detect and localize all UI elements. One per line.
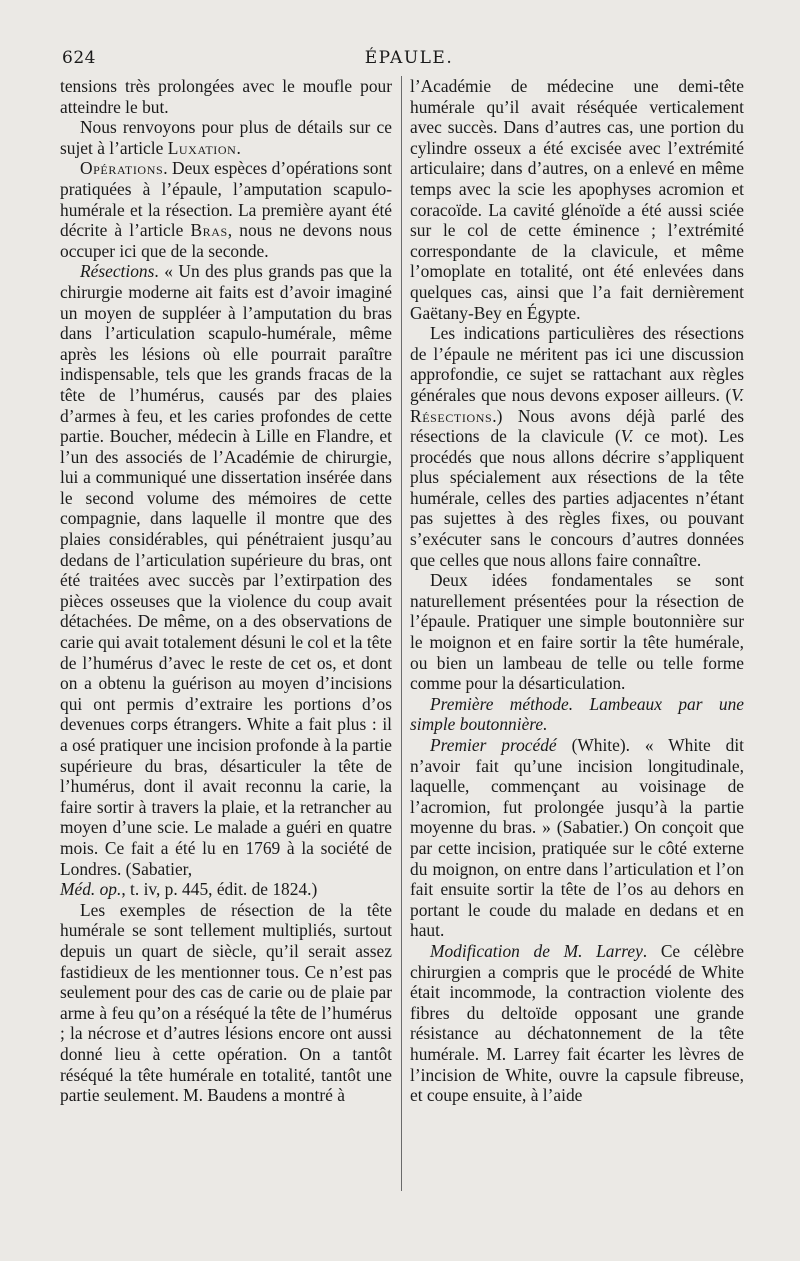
page-title: ÉPAULE. [364, 48, 454, 68]
cross-reference: Bras [190, 220, 228, 241]
paragraph: Les exemples de résection de la tête humérale se sont tellement multipliés, surtout depuis un quart de siècle, qu’il serait assez fastidieux de les mentionner tous. Ce n’est pas seulement pour des cas de carie ou de plaie par arme à feu qu’on a réséqué la tête de l’humérus ; la nécrose et d’autres lésions encore ont aussi donné lieu à cette opération. On a tantôt réséqué la tête humérale en totalité, tantôt une partie seulement. M. Baudens a montré à [60, 899, 392, 1106]
cross-reference: Luxation [167, 137, 237, 158]
paragraph: tensions très prolongées avec le moufle pour atteindre le but. [60, 76, 392, 117]
left-column [60, 76, 392, 1106]
section-heading: Opérations [80, 158, 164, 179]
paragraph: Modification de M. Larrey. Ce célèbre chirurgien a compris que le procédé de White était incommode, la contraction violente des fibres du deltoïde opposant une grande résistance au déchatonnement de la tête humérale. M. Larrey fait écarter les lèvres de l’incision de White, ouvre la capsule fibreuse, et coupe ensuite, à l’aide [410, 940, 744, 1106]
paragraph: Premier procédé (White). « White dit n’avoir fait qu’une incision longitudinale, laquelle, commençant au voisinage de l’acromion, fut prolongée jusqu’à la partie moyenne du bras. » (Sabatier.) On conçoit que par cette incision, pratiquée sur le côté externe du moignon, on entre dans l’articulation et l’on fait ensuite sortir la tête de l’os au dehors en portant le coude du malade en dedans et en haut. [410, 735, 744, 941]
running-header [62, 48, 756, 72]
paragraph: Les indications particulières des résections de l’épaule ne méritent pas ici une discussion approfondie, ce sujet se rattachant aux règles générales que nous devons exposer ailleurs. (V. Résections.) Nous avons déjà parlé des résections de la clavicule (V. ce mot). Les procédés que nous allons décrire s’appliquent plus spécialement aux résections de la tête humérale, celles des parties adjacentes n’étant pas sujettes à des règles fixes, ou pouvant s’exécuter sans le concours d’autres données que celles que nous allons faire connaître. [410, 323, 744, 570]
paragraph: Opérations. Deux espèces d’opérations sont pratiquées à l’épaule, l’amputation scapulo-humérale et la résection. La première ayant été décrite à l’article Bras, nous ne devons nous occuper ici que de la seconde. [60, 158, 392, 261]
paragraph: Nous renvoyons pour plus de détails sur ce sujet à l’article Luxation. [60, 117, 392, 158]
subheading: Première méthode. Lambeaux par une simple boutonnière. [410, 693, 744, 735]
citation: Méd. op. [60, 879, 122, 900]
paragraph: Deux idées fondamentales se sont naturellement présentées pour la résection de l’épaule. Pratiquer une simple boutonnière sur le moignon et en faire sortir la tête humérale, ou bien un lambeau de telle ou telle forme comme pour la désarticulation. [410, 570, 744, 694]
procedure-heading: Modification de M. Larrey [430, 940, 643, 961]
column-divider [401, 76, 402, 1191]
cross-reference: Résections [410, 405, 493, 426]
paragraph: l’Académie de médecine une demi-tête humérale qu’il avait réséquée verticalement avec succès. Dans d’autres cas, une portion du cylindre osseux a été excisée avec l’extrémité articulaire; dans d’autres, on a enlevé en même temps avec la scie les apophyses acromion et coracoïde. La cavité glénoïde a été aussi sciée sur le col de cette éminence ; l’extrémité correspondante de la clavicule, et même l’omoplate en totalité, ont été enlevées dans quelques cas, ainsi que l’a fait dernièrement Gaëtany-Bey en Égypte. [410, 76, 744, 323]
section-heading: Résections [80, 261, 155, 282]
page-number: 624 [62, 48, 96, 68]
right-column [410, 76, 744, 1106]
paragraph: Résections. « Un des plus grands pas que la chirurgie moderne ait faits est d’avoir imaginé un moyen de suppléer à l’amputation du bras dans l’articulation scapulo-humérale, même après les lésions où elle pourrait paraître indispensable, tels que les grands fracas de la tête de l’humérus, causés par des plaies d’armes à feu, et les caries profondes de cette partie. Boucher, médecin à Lille en Flandre, et l’un des associés de l’Académie de chirurgie, lui a communiqué une dissertation insérée dans le second volume des mémoires de cette compagnie, dans laquelle il montre que des plaies considérables, qui pénétraient jusqu’au dedans de l’articulation supérieure du bras, ont été traitées avec succès par l’extirpation des pièces osseuses que la violence du coup avait détachées. De même, on a des observations de carie qui avait totalement désuni le col et la tête de l’humérus d’avec le reste de cet os, et dont on a obtenu la guérison au moyen d’incisions qui ont permis d’extraire les portions d’os devenues corps étrangers. White a fait plus : il a osé pratiquer une incision profonde à la partie supérieure du bras, désarticuler la tête de l’humérus, dont il avait reconnu la carie, la faire sortir à travers la plaie, et la retrancher au moyen d’une scie. Le malade a guéri en quatre mois. Ce fait a été lu en 1769 à la société de Londres. (Sabatier, Méd. op., t. iv, p. 445, édit. de 1824.) [60, 261, 392, 900]
procedure-heading: Premier procédé [430, 735, 557, 755]
